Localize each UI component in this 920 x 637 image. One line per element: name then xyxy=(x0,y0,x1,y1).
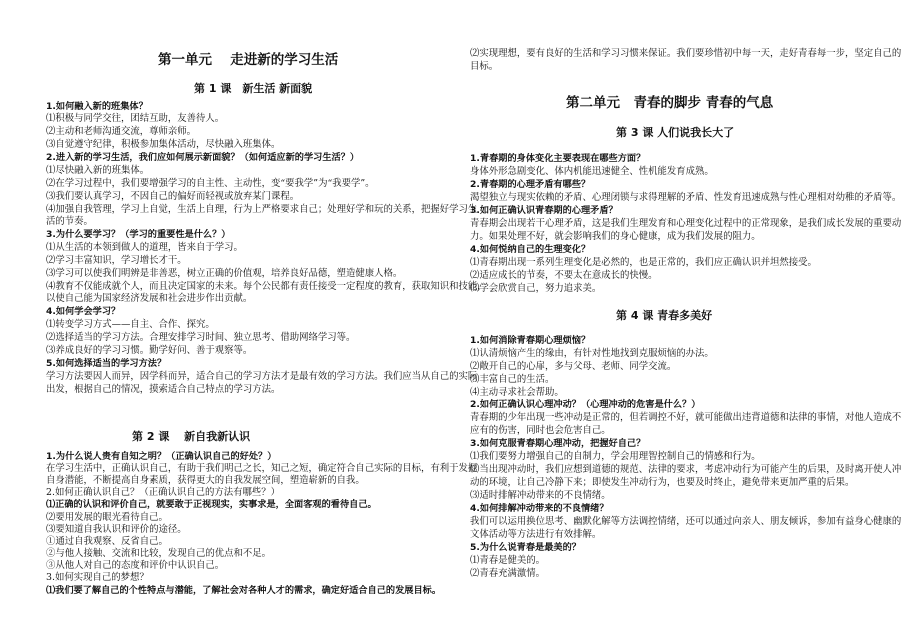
answer-line: ③从他人对自己的态度和评价中认识自己。 xyxy=(46,560,225,571)
lesson-title: 第 1 课 新生活 新面貌 xyxy=(194,82,313,95)
answer-line: 在学习生活中，正确认识自己，有助于我们明己之长，知己之短，确定符合自己实际的目标，有利于发掘 xyxy=(46,463,478,474)
question-heading: 1.青春期的身体变化主要表现在哪些方面？ xyxy=(470,153,646,164)
answer-line: ②与他人接触、交流和比较，发现自己的优点和不足。 xyxy=(46,548,272,559)
answer-line: ⑴青春是健美的。 xyxy=(470,555,546,566)
answer-line: ⑴转变学习方式——自主、合作、探究。 xyxy=(46,319,215,330)
answer-line: 活的节奏。 xyxy=(46,216,93,227)
unit-title: 第二单元 青春的脚步 青春的气息 xyxy=(566,95,774,111)
lesson-title: 第 3 课 人们说我长大了 xyxy=(616,126,735,139)
answer-line: 力。如果处理不好，就会影响我们的身心健康，成为我们发展的阻力。 xyxy=(470,231,761,242)
answer-line: ⑴尽快融入新的班集体。 xyxy=(46,165,150,176)
answer-line: 青春期会出现若干心理矛盾，这是我们生理发育和心理变化过程中的正常现象，是我们成长发展的重要动 xyxy=(470,218,902,229)
answer-line: ⑵当出现冲动时，我们应想到道德的规范、法律的要求，考虑冲动行为可能产生的后果，及时离开使人冲 xyxy=(470,464,902,475)
answer-line: ⑶学习可以使我们明辨是非善恶，树立正确的价值观，培养良好品德，塑造健康人格。 xyxy=(46,268,403,279)
answer-line: 青春期的少年出现一些冲动是正常的，但若调控不好，就可能做出违背道德和法律的事情，对他人造成不 xyxy=(470,412,902,423)
answer-line: ⑴认清烦恼产生的缘由，有针对性地找到克服烦恼的办法。 xyxy=(470,348,714,359)
answer-line: ⑵敞开自己的心扉，多与父母、老师、同学交流。 xyxy=(470,361,677,372)
answer-line: 目标。 xyxy=(470,61,499,72)
answer-line: ⑴积极与同学交往，团结互助，友善待人。 xyxy=(46,113,225,124)
answer-line: 3.如何实现自己的梦想？ xyxy=(46,572,149,583)
answer-line: 出发，根据自己的情况，摸索适合自己特点的学习方法。 xyxy=(46,384,281,395)
answer-line: ⑴我们要努力增强自己的自制力，学会用理智控制自己的情感和行为。 xyxy=(470,451,761,462)
question-heading: 4.如何排解冲动带来的不良情绪？ xyxy=(470,503,609,514)
answer-line: ⑵实现理想，要有良好的生活和学习习惯来保证。我们要珍惜初中每一天，走好青春每一步，坚定自己的 xyxy=(470,48,902,59)
answer-line: ⑴从生活的本领到做人的道理，皆来自于学习。 xyxy=(46,242,243,253)
answer-line: 渴望独立与现实依赖的矛盾、心理闭锁与求得理解的矛盾、性发育迅速成熟与性心理相对幼稚的矛盾等。 xyxy=(470,192,902,203)
answer-line: ⑷主动寻求社会帮助。 xyxy=(470,387,564,398)
answer-line: 以使自己能为国家经济发展和社会进步作出贡献。 xyxy=(46,293,253,304)
question-heading: 2.如何正确认识心理冲动？（心理冲动的危害是什么？） xyxy=(470,399,701,410)
question-heading: ⑴正确的认识和评价自己，就要敢于正视现实，实事求是，全面客观的看待自己。 xyxy=(46,499,377,510)
answer-line: ⑵选择适当的学习方法。合理安排学习时间、独立思考、借助网络学习等。 xyxy=(46,332,356,343)
question-heading: 1.为什么说人贵有自知之明？（正确认识自己的好处？） xyxy=(46,451,277,462)
answer-line: ⑶我们要认真学习，不因自己的偏好而轻视或放弃某门课程。 xyxy=(46,191,300,202)
lesson-title: 第 2 课 新自我新认识 xyxy=(132,430,251,443)
question-heading: 2.青春期的心理矛盾有哪些？ xyxy=(470,179,591,190)
answer-line: ⑶学会欣赏自己，努力追求美。 xyxy=(470,283,602,294)
answer-line: 自身潜能，不断提高自身素质，获得更大的自我发展空间，塑造崭新的自我。 xyxy=(46,475,365,486)
question-heading: 3.为什么要学习？（学习的重要性是什么？） xyxy=(46,229,231,240)
question-heading: 3.如何正确认识青春期的心理矛盾？ xyxy=(470,205,618,216)
answer-line: ⑵青春充满激情。 xyxy=(470,568,546,579)
lesson-title: 第 4 课 青春多美好 xyxy=(616,309,713,322)
answer-line: 应有的伤害，同时也会危害自己。 xyxy=(470,425,611,436)
answer-line: 2.如何正确认识自己？（正确认识自己的方法有哪些？） xyxy=(46,487,280,498)
answer-line: ⑵学习丰富知识，学习增长才干。 xyxy=(46,255,187,266)
question-heading: 5.为什么说青春是最美的？ xyxy=(470,542,581,553)
answer-line: ⑶丰富自己的生活。 xyxy=(470,374,555,385)
question-heading: 4.如何悦纳自己的生理变化？ xyxy=(470,244,591,255)
answer-line: ⑶自觉遵守纪律，积极参加集体活动，尽快融入班集体。 xyxy=(46,139,281,150)
answer-line: 身体外形急剧变化、体内机能迅速健全、性机能发育成熟。 xyxy=(470,166,714,177)
answer-line: ⑵主动和老师沟通交流，尊师亲师。 xyxy=(46,126,197,137)
question-heading: 5.如何选择适当的学习方法？ xyxy=(46,358,167,369)
question-heading: 3.如何克服青春期心理冲动，把握好自己？ xyxy=(470,438,646,449)
question-heading: 4.如何学会学习？ xyxy=(46,306,121,317)
unit-title: 第一单元 走进新的学习生活 xyxy=(158,52,339,68)
answer-line: ⑶适时排解冲动带来的不良情绪。 xyxy=(470,490,611,501)
question-heading: 1.如何融入新的班集体？ xyxy=(46,101,148,112)
answer-line: 我们可以运用换位思考、幽默化解等方法调控情绪，还可以通过向亲人、朋友倾诉，参加有益身心健康的 xyxy=(470,516,902,527)
answer-line: 动的环境，让自己冷静下来；即使发生冲动行为，也要及时终止，避免带来更加严重的后果。 xyxy=(470,477,855,488)
answer-line: ⑴青春期出现一系列生理变化是必然的，也是正常的，我们应正确认识并坦然接受。 xyxy=(470,257,817,268)
answer-line: 学习方法要因人而异，因学科而异，适合自己的学习方法才是最有效的学习方法。我们应当从自己的实际 xyxy=(46,371,478,382)
question-heading: ⑴我们要了解自己的个性特点与潜能，了解社会对各种人才的需求，确定好适合自己的发展目标。 xyxy=(46,585,442,596)
answer-line: ⑶要知道自我认识和评价的途径。 xyxy=(46,524,187,535)
question-heading: 2.进入新的学习生活，我们应如何展示新面貌？（如何适应新的学习生活？） xyxy=(46,152,360,163)
answer-line: 文体活动等方法进行有效排解。 xyxy=(470,529,602,540)
answer-line: ⑶养成良好的学习习惯。勤学好问、善于观察等。 xyxy=(46,345,253,356)
question-heading: 1.如何消除青春期心理烦恼？ xyxy=(470,335,591,346)
answer-line: ⑵在学习过程中，我们要增强学习的自主性、主动性，变“要我学”为“我要学”。 xyxy=(46,178,375,189)
answer-line: ⑷教育不仅能成就个人，而且决定国家的未来。每个公民都有责任接受一定程度的教育，获取知识和技能， xyxy=(46,281,487,292)
answer-line: ⑷加强自我管理，学习上自觉，生活上自理，行为上严格要求自己；处理好学和玩的关系，把握好学习生 xyxy=(46,204,478,215)
answer-line: ①通过自我观察、反省自己。 xyxy=(46,536,168,547)
answer-line: ⑵要用发展的眼光看待自己。 xyxy=(46,512,168,523)
answer-line: ⑵适应成长的节奏，不要太在意成长的快慢。 xyxy=(470,270,658,281)
